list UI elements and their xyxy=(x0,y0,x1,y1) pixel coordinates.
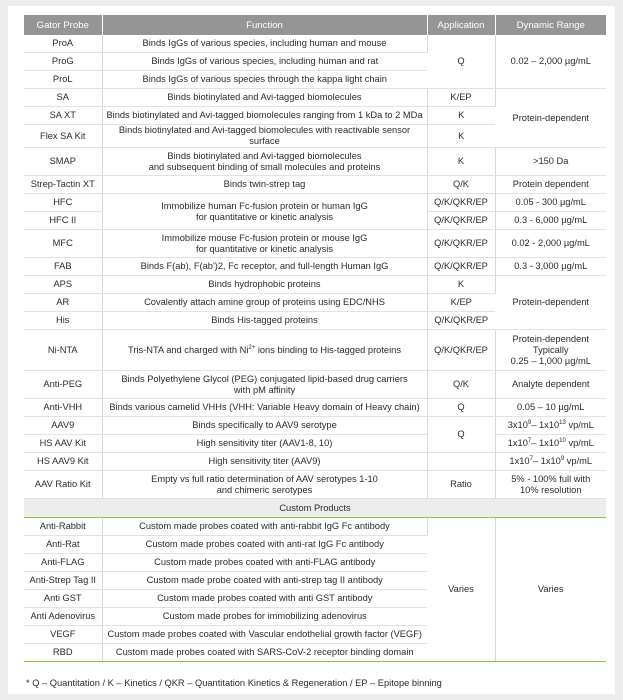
table-row xyxy=(24,194,606,212)
probe-application: Q/K/QKR/EP xyxy=(427,194,495,212)
range-text: – 1x10 xyxy=(532,456,561,466)
probe-function: Custom made probes coated with SARS-CoV-2 receptor binding domain xyxy=(102,644,427,662)
probe-name: Anti-PEG xyxy=(24,371,102,399)
probe-name: Anti-Rabbit xyxy=(24,518,102,536)
function-line: Binds Polyethylene Glycol (PEG) conjugated lipid-based drug carriers xyxy=(121,373,408,384)
probe-name: Strep-Tactin XT xyxy=(24,176,102,194)
probe-function: Binds F(ab), F(ab')2, Fc receptor, and full-length Human IgG xyxy=(102,258,427,276)
probe-function: Binds various camelid VHHs (VHH: Variable Heavy domain of Heavy chain) xyxy=(102,399,427,417)
probe-name: FAB xyxy=(24,258,102,276)
probe-name: Anti-VHH xyxy=(24,399,102,417)
probe-function: Binds specifically to AAV9 serotype xyxy=(102,417,427,435)
probe-function: Binds hydrophobic proteins xyxy=(102,276,427,294)
probe-range: 0.02 – 2,000 µg/mL xyxy=(495,35,606,89)
table-row xyxy=(24,330,606,371)
probe-function: Binds IgGs of various species, including human and mouse xyxy=(102,35,427,53)
probe-function: Custom made probes for immobilizing adenovirus xyxy=(102,608,427,626)
probe-function: Custom made probes coated with anti GST antibody xyxy=(102,590,427,608)
probe-function: Custom made probe coated with anti-strep tag II antibody xyxy=(102,572,427,590)
probe-application: K xyxy=(427,276,495,294)
table-row xyxy=(24,371,606,399)
probe-application: Q/K/QKR/EP xyxy=(427,212,495,230)
probe-range: Protein-dependent xyxy=(495,276,606,330)
probe-name: AAV Ratio Kit xyxy=(24,471,102,499)
table-header-row xyxy=(24,15,606,35)
probe-function: Binds biotinylated and Avi-tagged biomolecules ranging from 1 kDa to 2 MDa xyxy=(102,107,427,125)
function-line: Immobilize mouse Fc-fusion protein or mouse IgG xyxy=(161,232,368,243)
function-line: Empty vs full ratio determination of AAV serotypes 1-10 xyxy=(151,473,378,484)
table-row xyxy=(24,148,606,176)
range-text: vp/mL xyxy=(565,420,594,430)
probe-range: 0.05 - 300 µg/mL xyxy=(495,194,606,212)
probe-function xyxy=(102,371,427,399)
probe-application: Q/K/QKR/EP xyxy=(427,230,495,258)
probe-name: Anti-Rat xyxy=(24,536,102,554)
table-row xyxy=(24,89,606,107)
probe-name: HS AAV Kit xyxy=(24,435,102,453)
probe-range: 0.05 – 10 µg/mL xyxy=(495,399,606,417)
function-line: for quantitative or kinetic analysis xyxy=(196,211,333,222)
probe-function: Binds twin-strep tag xyxy=(102,176,427,194)
probe-application: K/EP xyxy=(427,89,495,107)
probe-function: Binds IgGs of various species, including human and rat xyxy=(102,53,427,71)
probe-application: Q/K xyxy=(427,371,495,399)
probe-application: K xyxy=(427,148,495,176)
probe-name: ProA xyxy=(24,35,102,53)
probe-name: AR xyxy=(24,294,102,312)
probe-range: Protein-dependent xyxy=(495,89,606,148)
probe-application: Varies xyxy=(427,518,495,662)
probe-application: K xyxy=(427,107,495,125)
probe-name: HFC xyxy=(24,194,102,212)
superscript: 7 xyxy=(527,438,532,444)
table-row xyxy=(24,399,606,417)
probe-application: Q/K/QKR/EP xyxy=(427,312,495,330)
probe-range xyxy=(495,417,606,435)
function-text: Tris-NTA and charged with Ni xyxy=(128,344,249,355)
probe-function: Custom made probes coated with Vascular endothelial growth factor (VEGF) xyxy=(102,626,427,644)
range-text: – 1x10 xyxy=(531,438,560,448)
probe-application: Q xyxy=(427,35,495,89)
header-application: Application xyxy=(427,15,495,35)
superscript: 10 xyxy=(559,438,566,444)
function-line: Binds biotinylated and Avi-tagged biomolecules xyxy=(167,150,362,161)
probe-name: Flex SA Kit xyxy=(24,125,102,148)
table-row xyxy=(24,258,606,276)
function-line: with pM affinity xyxy=(233,384,296,395)
probe-function: Custom made probes coated with anti-rat IgG Fc antibody xyxy=(102,536,427,554)
function-line: and chimeric serotypes xyxy=(216,484,313,495)
probe-function: Binds His-tagged proteins xyxy=(102,312,427,330)
probe-function: Custom made probes coated with anti-FLAG antibody xyxy=(102,554,427,572)
probe-application: K/EP xyxy=(427,294,495,312)
probe-name: MFC xyxy=(24,230,102,258)
superscript: 13 xyxy=(559,420,566,426)
footnote: * Q – Quantitation / K – Kinetics / QKR – Quantitation Kinetics & Regeneration / EP – Epitope binning xyxy=(26,678,442,688)
probe-range xyxy=(495,453,606,471)
probe-name: RBD xyxy=(24,644,102,662)
probe-function: Binds IgGs of various species through the kappa light chain xyxy=(102,71,427,89)
table-row xyxy=(24,276,606,294)
function-line: and subsequent binding of small molecules and proteins xyxy=(148,161,381,172)
probe-application: Q/K/QKR/EP xyxy=(427,258,495,276)
table-row xyxy=(24,417,606,435)
range-line: Protein-dependent xyxy=(512,333,589,344)
probe-function xyxy=(102,194,427,230)
probe-range xyxy=(495,330,606,371)
probe-function: High sensitivity titer (AAV1-8, 10) xyxy=(102,435,427,453)
probe-range: 0.02 - 2,000 µg/mL xyxy=(495,230,606,258)
probe-application: Q xyxy=(427,417,495,453)
probe-range xyxy=(495,435,606,453)
probe-name: SA XT xyxy=(24,107,102,125)
range-text: – 1x10 xyxy=(531,420,560,430)
probe-name: Anti GST xyxy=(24,590,102,608)
probe-name: His xyxy=(24,312,102,330)
range-text: 1x10 xyxy=(507,438,528,448)
section-row xyxy=(24,499,606,518)
probe-name: Ni-NTA xyxy=(24,330,102,371)
probe-range: Varies xyxy=(495,518,606,662)
probe-name: Anti Adenovirus xyxy=(24,608,102,626)
probe-function: Binds biotinylated and Avi-tagged biomolecules with reactivable sensor surface xyxy=(102,125,427,148)
probe-name: Anti-Strep Tag II xyxy=(24,572,102,590)
table-row xyxy=(24,230,606,258)
function-line: Immobilize human Fc-fusion protein or human IgG xyxy=(161,200,368,211)
range-line: 0.25 – 1,000 µg/mL xyxy=(510,355,591,366)
probe-name: ProG xyxy=(24,53,102,71)
header-dynamic-range: Dynamic Range xyxy=(495,15,606,35)
probe-range: Protein dependent xyxy=(495,176,606,194)
function-line: for quantitative or kinetic analysis xyxy=(196,243,333,254)
table-row xyxy=(24,453,606,471)
probe-name: Anti-FLAG xyxy=(24,554,102,572)
range-text: vp/mL xyxy=(565,438,594,448)
probe-application: Q/K xyxy=(427,176,495,194)
probe-range: >150 Da xyxy=(495,148,606,176)
table-row xyxy=(24,176,606,194)
superscript: 7 xyxy=(529,456,533,462)
probe-function xyxy=(102,230,427,258)
probe-function: Custom made probes coated with anti-rabbit IgG Fc antibody xyxy=(102,518,427,536)
probe-application: Q/K/QKR/EP xyxy=(427,330,495,371)
range-line: Typically xyxy=(532,344,569,355)
probe-function xyxy=(102,471,427,499)
probe-range: Analyte dependent xyxy=(495,371,606,399)
probe-name: VEGF xyxy=(24,626,102,644)
superscript: 9 xyxy=(527,420,532,426)
document-page xyxy=(8,6,615,694)
probe-name: AAV9 xyxy=(24,417,102,435)
probe-function: High sensitivity titer (AAV9) xyxy=(102,453,427,471)
probe-function xyxy=(102,330,427,371)
range-line: 5% - 100% full with xyxy=(511,473,591,484)
table-row xyxy=(24,35,606,53)
table-row xyxy=(24,518,606,536)
section-heading-custom-products: Custom Products xyxy=(24,499,606,518)
table-row xyxy=(24,435,606,453)
probe-application: Ratio xyxy=(427,471,495,499)
gator-probe-table xyxy=(24,15,606,662)
range-text: 1x10 xyxy=(509,456,530,466)
probe-range: 0.3 - 3,000 µg/mL xyxy=(495,258,606,276)
superscript: 2+ xyxy=(248,344,256,351)
range-text: vp/mL xyxy=(564,456,593,466)
range-text: 3x10 xyxy=(507,420,528,430)
probe-application: K xyxy=(427,125,495,148)
probe-range: 0.3 - 6,000 µg/mL xyxy=(495,212,606,230)
probe-function: Covalently attach amine group of proteins using EDC/NHS xyxy=(102,294,427,312)
probe-name: ProL xyxy=(24,71,102,89)
header-function: Function xyxy=(102,15,427,35)
probe-function xyxy=(102,148,427,176)
function-text: ions binding to His-tagged proteins xyxy=(255,344,401,355)
probe-name: SMAP xyxy=(24,148,102,176)
range-line: 10% resolution xyxy=(519,484,582,495)
superscript: 9 xyxy=(560,456,565,462)
probe-name: HS AAV9 Kit xyxy=(24,453,102,471)
probe-range xyxy=(495,471,606,499)
probe-name: HFC II xyxy=(24,212,102,230)
probe-name: APS xyxy=(24,276,102,294)
probe-application xyxy=(427,453,495,471)
header-gator-probe: Gator Probe xyxy=(24,15,102,35)
probe-application: Q xyxy=(427,399,495,417)
probe-name: SA xyxy=(24,89,102,107)
probe-function: Binds biotinylated and Avi-tagged biomolecules xyxy=(102,89,427,107)
table-row xyxy=(24,471,606,499)
